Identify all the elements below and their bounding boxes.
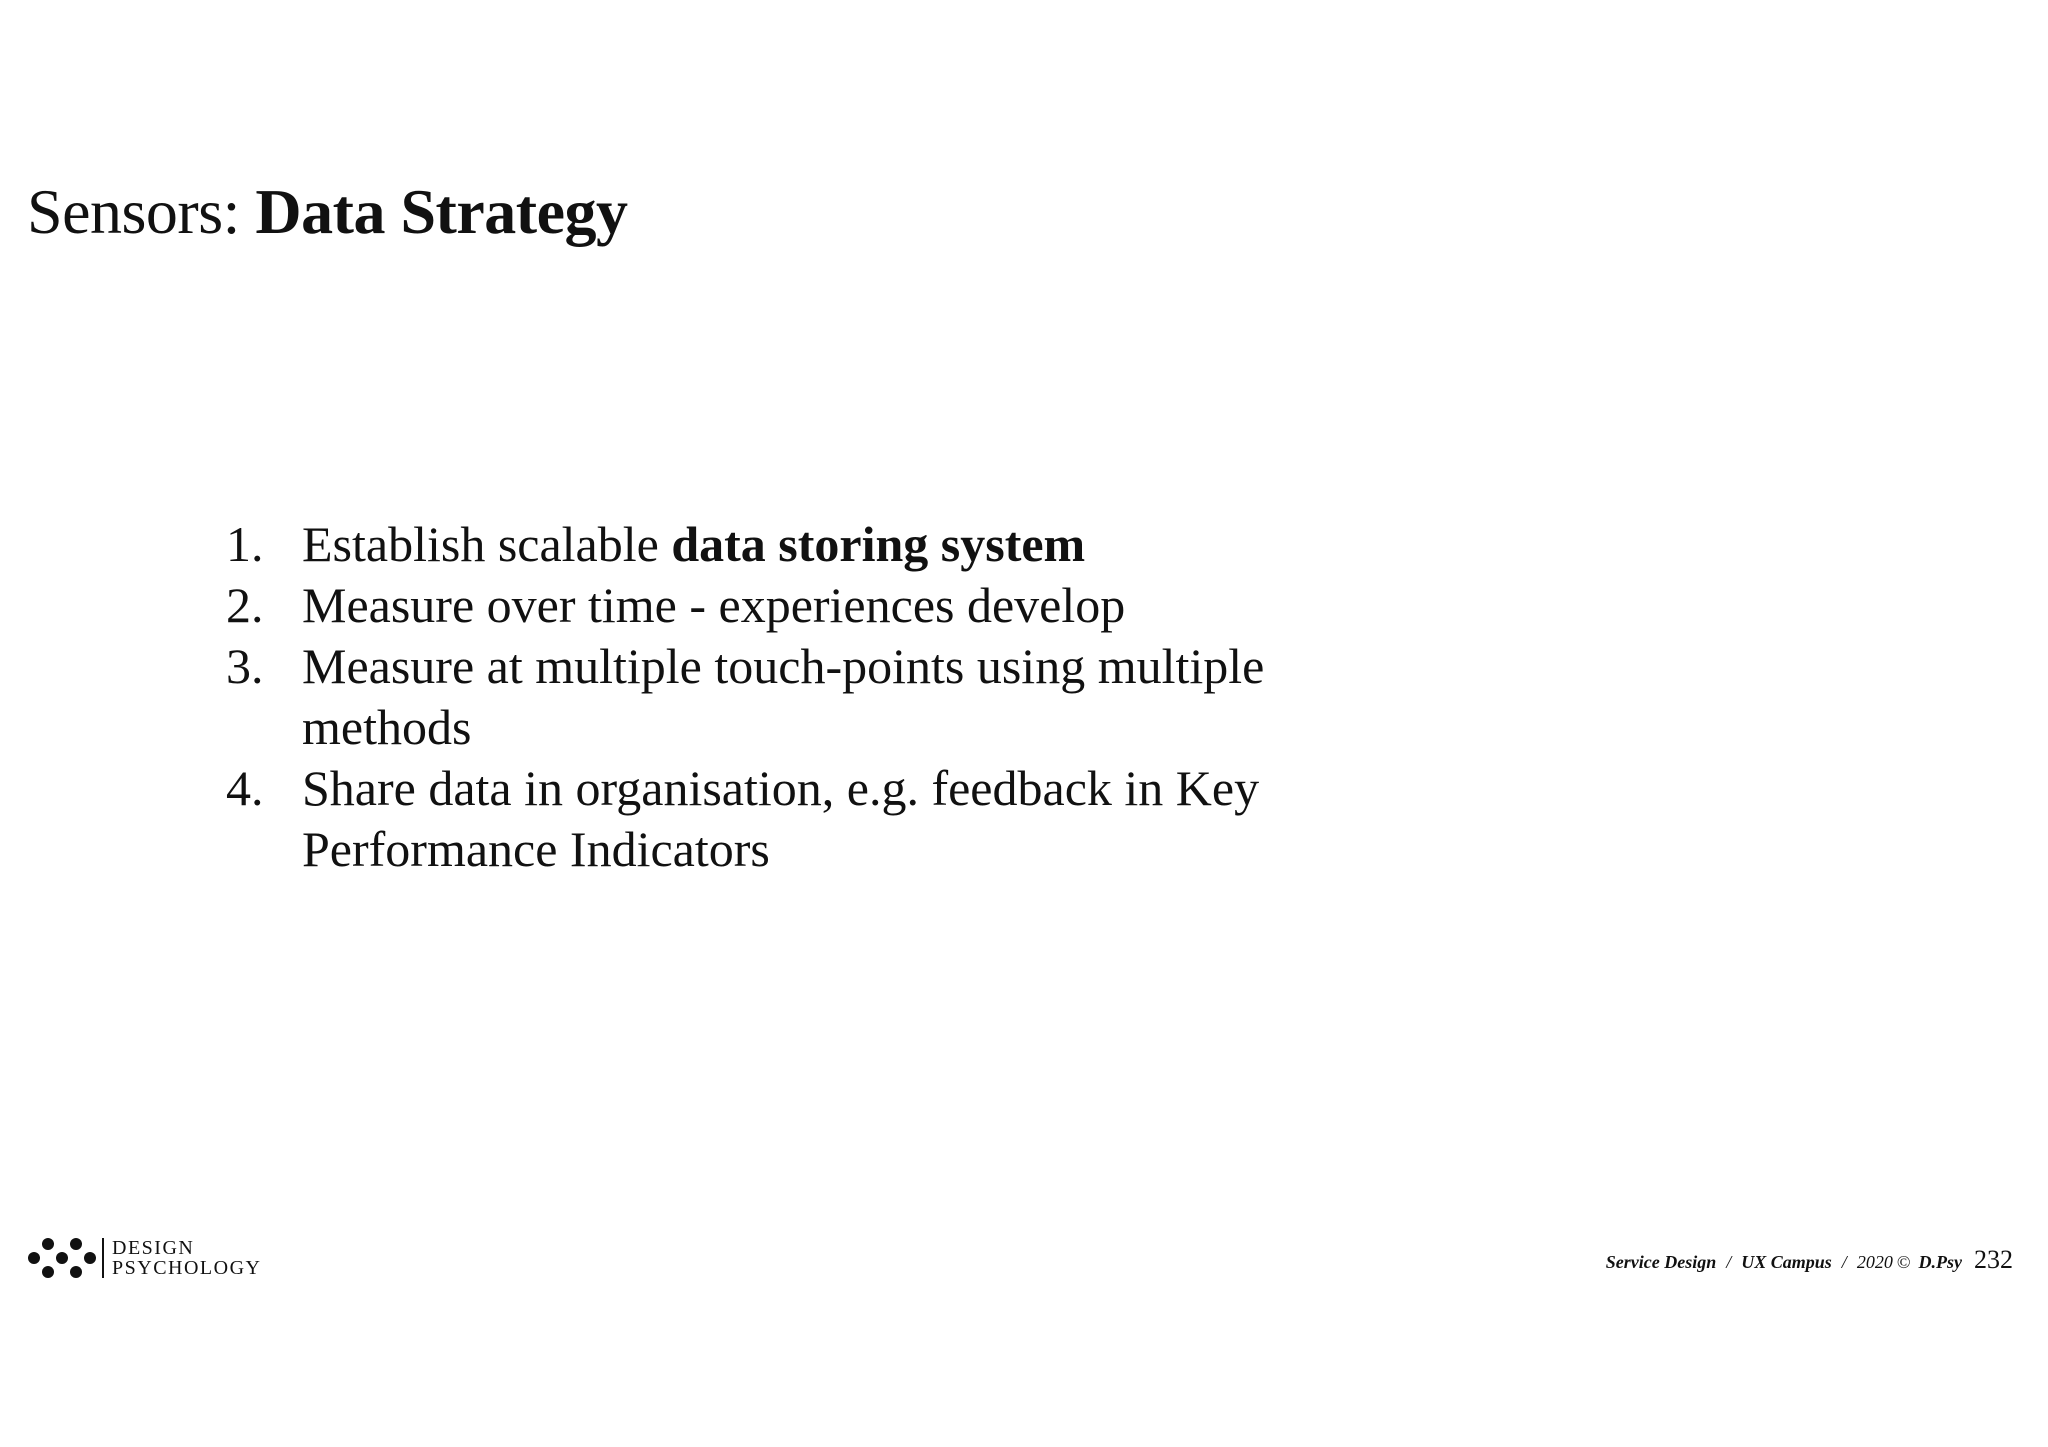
- step-number: 3.: [226, 638, 264, 694]
- list-item: [226, 758, 1726, 880]
- page-number: 232: [1974, 1245, 2013, 1274]
- logo-wordmark: [112, 1238, 261, 1278]
- footer-separator: /: [1726, 1252, 1732, 1272]
- step-number: 1.: [226, 516, 264, 572]
- list-item: [226, 575, 1726, 636]
- step-text: Share data in organisation, e.g. feedback in Key Performance Indicators: [302, 760, 1260, 877]
- slide-footer: [1606, 1245, 2013, 1275]
- design-psychology-logo: [28, 1237, 261, 1279]
- steps-list: [226, 514, 1726, 880]
- list-item: [226, 514, 1726, 575]
- step-number: 4.: [226, 760, 264, 816]
- footer-course: Service Design: [1605, 1252, 1717, 1272]
- footer-venue: UX Campus: [1741, 1252, 1832, 1272]
- slide-title: [27, 172, 627, 252]
- footer-separator: /: [1841, 1252, 1847, 1272]
- step-text: Measure at multiple touch-points using multiple methods: [302, 638, 1265, 755]
- footer-author: D.Psy: [1918, 1252, 1962, 1272]
- logo-line-1: DESIGN: [112, 1237, 195, 1259]
- list-item: [226, 636, 1726, 758]
- footer-copyright: ©: [1896, 1252, 1911, 1272]
- step-number: 2.: [226, 577, 264, 633]
- logo-divider: [102, 1238, 104, 1278]
- slide-title-prefix: Sensors:: [27, 176, 256, 247]
- step-text-bold: data storing system: [671, 516, 1086, 572]
- footer-year: 2020: [1856, 1252, 1893, 1272]
- step-text: Establish scalable data storing system: [302, 516, 1086, 572]
- slide-title-bold: Data Strategy: [255, 176, 628, 247]
- dots-logo-icon: [28, 1238, 94, 1278]
- step-text: Measure over time - experiences develop: [302, 577, 1126, 633]
- logo-line-2: PSYCHOLOGY: [112, 1257, 262, 1279]
